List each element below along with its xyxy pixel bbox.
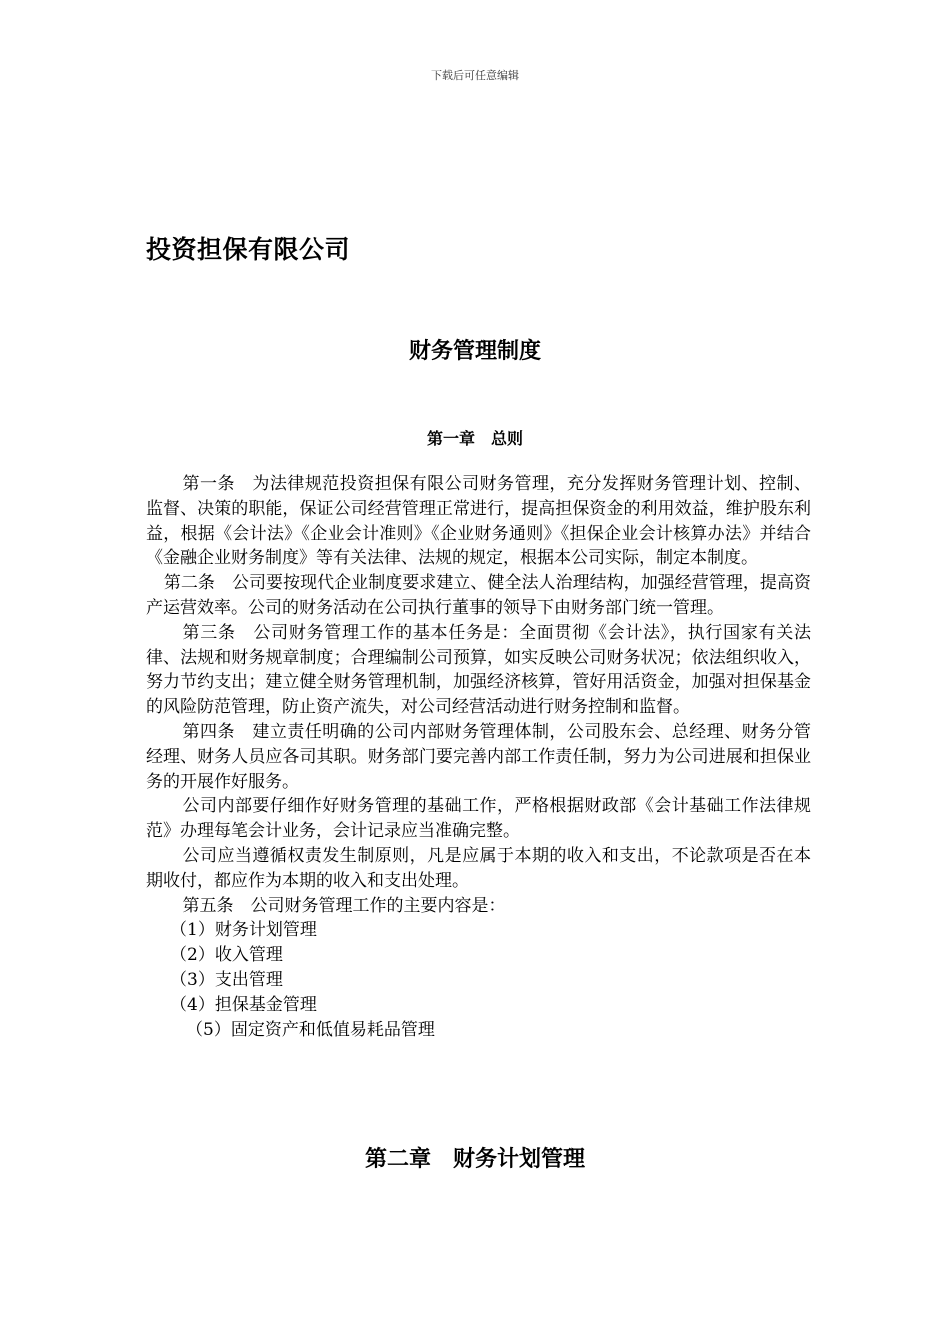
article-4-paragraph-3: 公司应当遵循权责发生制原则，凡是应属于本期的收入和支出，不论款项是否在本期收付，都应作为本期的收入和支出处理。 <box>146 845 811 891</box>
document-title: 财务管理制度 <box>408 339 541 364</box>
article-3: 第三条 公司财务管理工作的基本任务是：全面贯彻《会计法》，执行国家有关法律、法规和财务规章制度；合理编制公司预算，如实反映公司财务状况；依法组织收入，努力节约支出；建立健全财务管理机制，加强经济核算，管好用活资金，加强对担保基金的风险防范管理，防止资产流失，对公司经营活动进行财务控制和监督。 <box>146 622 811 718</box>
page-header-note: 下载后可任意编辑 <box>431 69 519 82</box>
list-item: （4）担保基金管理 <box>170 994 317 1015</box>
company-name: 投资担保有限公司 <box>146 235 351 264</box>
list-item: （3）支出管理 <box>170 969 283 990</box>
document-body <box>146 472 811 1042</box>
article-1: 第一条 为法律规范投资担保有限公司财务管理，充分发挥财务管理计划、控制、监督、决策的职能，保证公司经营管理正常进行，提高担保资金的利用效益，维护股东利益，根据《会计法》《企业会计准则》《企业财务通则》《担保企业会计核算办法》并结合《金融企业财务制度》等有关法律、法规的规定，根据本公司实际，制定本制度。 <box>146 474 811 569</box>
article-2: 第二条 公司要按现代企业制度要求建立、健全法人治理结构，加强经营管理，提高资产运营效率。公司的财务活动在公司执行董事的领导下由财务部门统一管理。 <box>146 573 811 618</box>
article-4-paragraph-2: 公司内部要仔细作好财务管理的基础工作，严格根据财政部《会计基础工作法律规范》办理每笔会计业务，会计记录应当准确完整。 <box>146 796 811 842</box>
article-4: 第四条 建立责任明确的公司内部财务管理体制，公司股东会、总经理、财务分管经理、财务人员应各司其职。财务部门要完善内部工作责任制，努力为公司进展和担保业务的开展作好服务。 <box>146 721 811 792</box>
chapter-2-heading: 第二章 财务计划管理 <box>364 1147 585 1172</box>
chapter-1-heading: 第一章 总则 <box>426 429 523 448</box>
list-item: （2）收入管理 <box>170 945 283 966</box>
list-item: （5）固定资产和低值易耗品管理 <box>186 1019 435 1040</box>
list-item: （1）财务计划管理 <box>170 920 317 941</box>
article-5: 第五条 公司财务管理工作的主要内容是： <box>182 895 506 916</box>
